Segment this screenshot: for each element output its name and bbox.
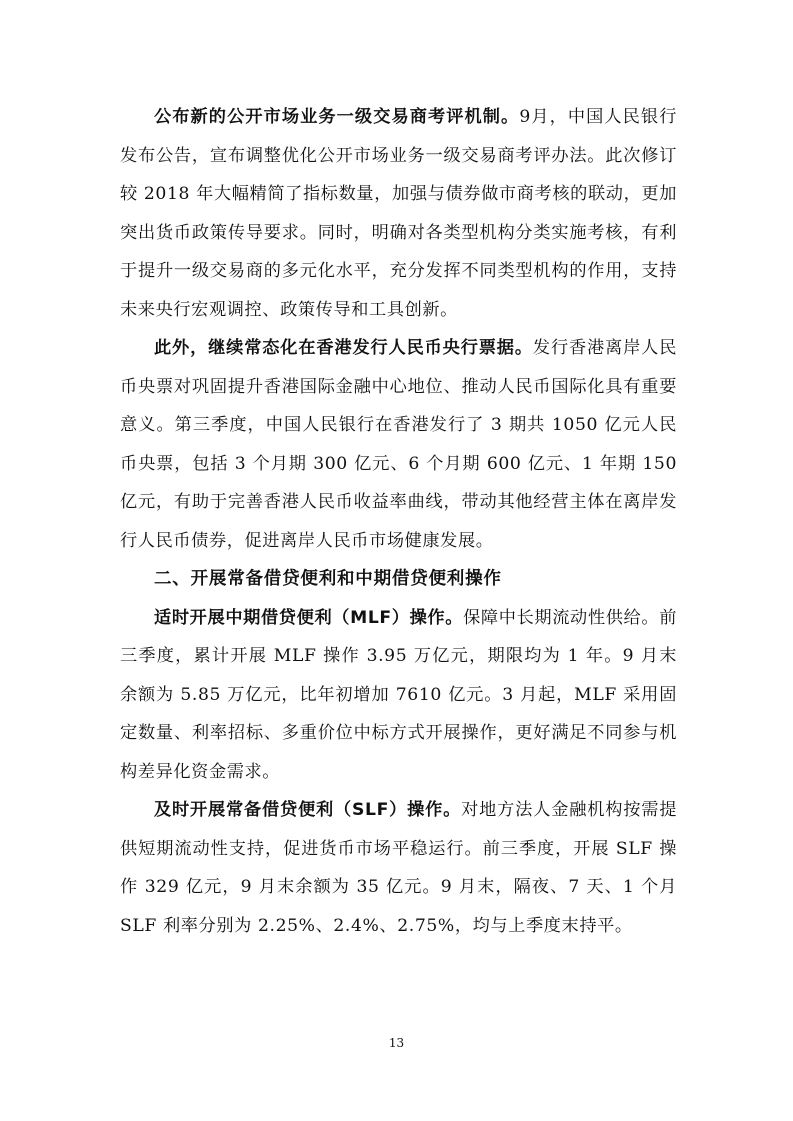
paragraph-text: 对地方法人金融机构按需提供短期流动性支持，促进货币市场平稳运行。前三季度，开展 SLF 操作 329 亿元，9 月末余额为 35 亿元。9 月末，隔夜、7 天、1 个月 SLF 利率分别为 2.25%、2.4%、2.75%，均与上季度末持平。 xyxy=(120,800,678,936)
paragraph-lead: 适时开展中期借贷便利（MLF）操作。 xyxy=(154,607,464,628)
paragraph-text: 发行香港离岸人民币央票对巩固提升香港国际金融中心地位、推动人民币国际化具有重要意义。第三季度，中国人民银行在香港发行了 3 期共 1050 亿元人民币央票，包括 3 个月期 300 亿元、6 个月期 600 亿元、1 年期 150 亿元，有助于完善香港人民币收益率曲线，带动其他经营主体在离岸发行人民币债券，促进离岸人民币市场健康发展。 xyxy=(120,338,677,551)
document-body xyxy=(120,98,677,945)
page-number: 13 xyxy=(388,1036,405,1050)
paragraph-lead: 及时开展常备借贷便利（SLF）操作。 xyxy=(154,800,462,820)
paragraph-hk-central-bank-bills xyxy=(120,329,677,560)
paragraph-text: 保障中长期流动性供给。前三季度，累计开展 MLF 操作 3.95 万亿元，期限均为 1 年。9 月末余额为 5.85 万亿元，比年初增加 7610 亿元。3 月起，MLF 采用固定数量、利率招标、多重价位中标方式开展操作，更好满足不同参与机构差异化资金需求。 xyxy=(120,607,677,782)
section-heading: 二、开展常备借贷便利和中期借贷便利操作 xyxy=(154,569,502,589)
paragraph-mlf xyxy=(120,599,677,792)
paragraph-text: 9月，中国人民银行发布公告，宣布调整优化公开市场业务一级交易商考评办法。此次修订较 2018 年大幅精简了指标数量，加强与债券做市商考核的联动，更加突出货币政策传导要求。同时，明确对各类型机构分类实施考核，有利于提升一级交易商的多元化水平，充分发挥不同类型机构的作用，支持未来央行宏观调控、政策传导和工具创新。 xyxy=(120,107,677,320)
paragraph-dealer-evaluation xyxy=(120,98,677,329)
paragraph-lead: 此外，继续常态化在香港发行人民币央行票据。 xyxy=(154,338,533,358)
paragraph-slf xyxy=(120,791,677,945)
paragraph-lead: 公布新的公开市场业务一级交易商考评机制。 xyxy=(154,107,520,127)
